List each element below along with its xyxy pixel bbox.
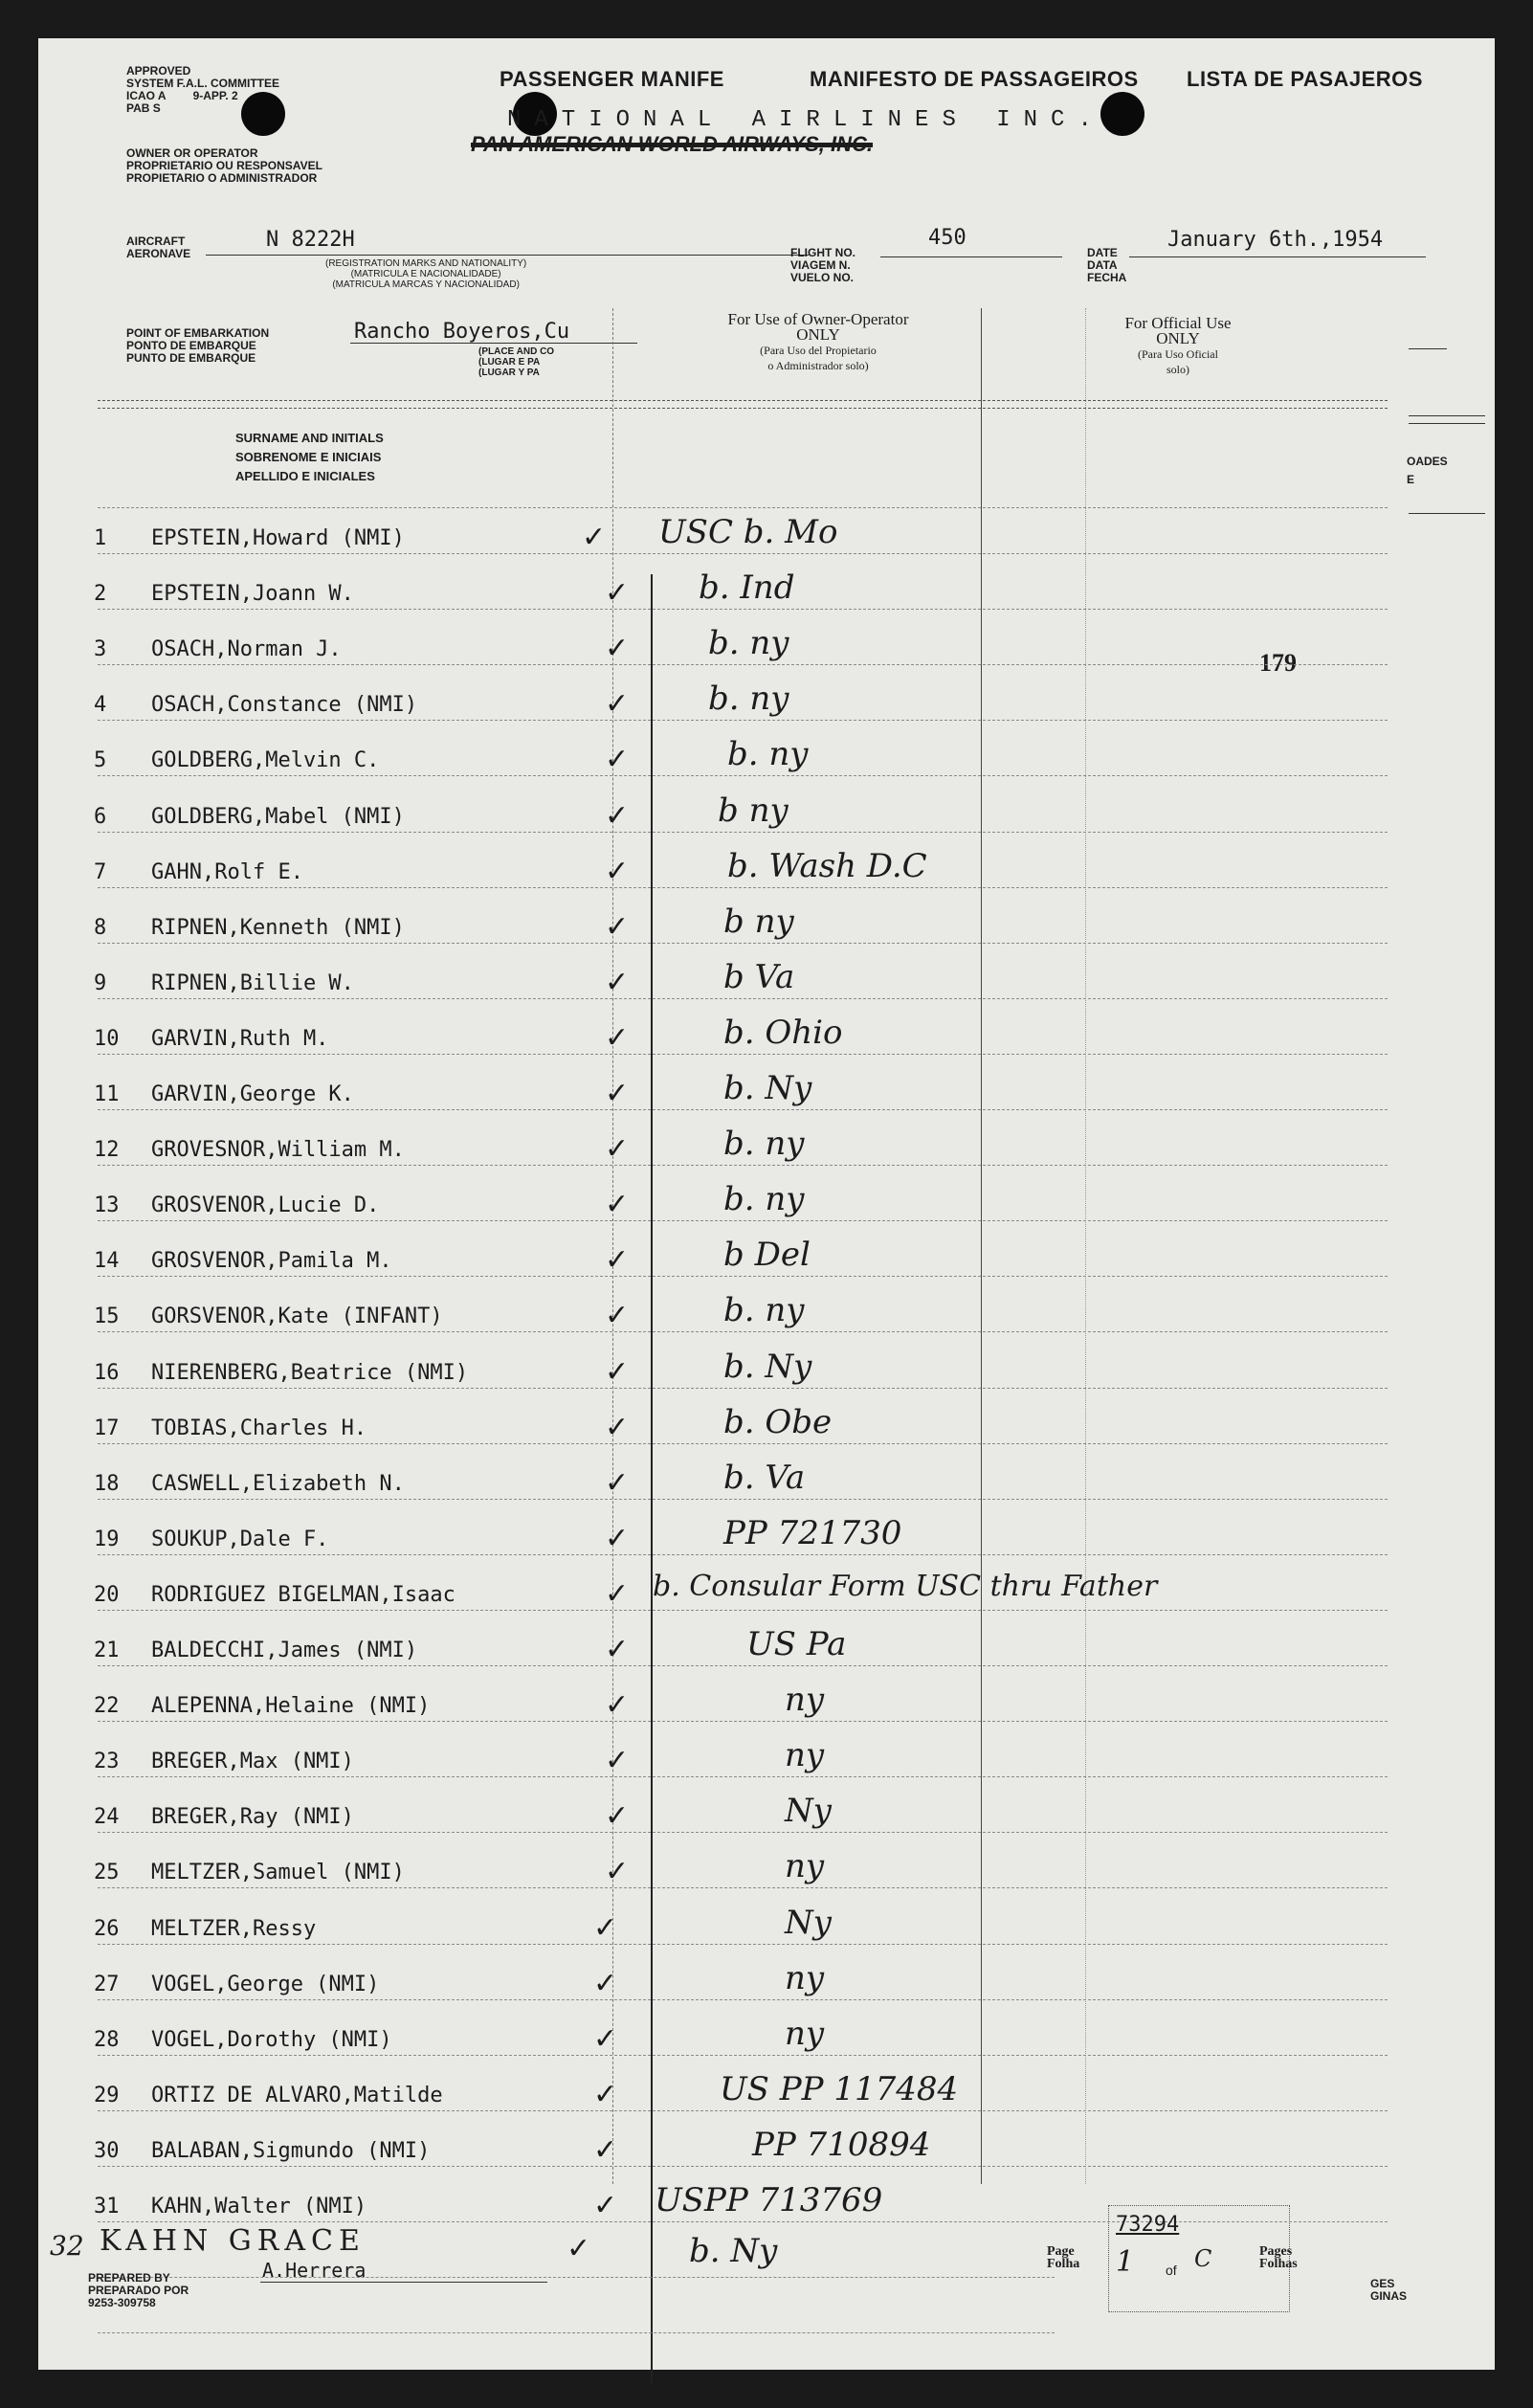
- handwritten-note: Ny: [785, 1904, 832, 1942]
- handwritten-note: b. ny: [723, 1291, 805, 1329]
- airline-struck: PAN AMERICAN WORLD AIRWAYS, INC.: [471, 132, 874, 156]
- check-mark: ✓: [605, 966, 630, 999]
- right-rule-4: [1409, 348, 1447, 349]
- approved-line2: SYSTEM F.A.L. COMMITTEE: [126, 77, 280, 90]
- passenger-name: RIPNEN,Kenneth (NMI): [151, 916, 405, 940]
- row-number: 30: [94, 2139, 120, 2163]
- row-rule: [98, 1109, 1388, 1110]
- check-mark: ✓: [593, 2078, 618, 2111]
- flight-value: 450: [928, 226, 966, 250]
- title-spanish: LISTA DE PASAJEROS: [1187, 67, 1423, 91]
- date-label: [1087, 247, 1126, 284]
- check-mark: ✓: [605, 1855, 630, 1888]
- date-label3: FECHA: [1087, 271, 1127, 284]
- handwritten-note: b. Wash D.C: [727, 847, 927, 885]
- row-rule: [98, 1944, 1388, 1945]
- passenger-name: VOGEL,Dorothy (NMI): [151, 2028, 392, 2052]
- prepared-underline: [260, 2282, 547, 2283]
- handwritten-note: US Pa: [746, 1625, 847, 1663]
- row-rule: [98, 1499, 1388, 1500]
- handwritten-note: b ny: [723, 903, 794, 941]
- row-rule: [98, 1276, 1388, 1277]
- column-header-line1: SURNAME AND INITIALS: [235, 431, 384, 445]
- handwritten-note: ny: [785, 2015, 825, 2053]
- check-mark: ✓: [605, 1466, 630, 1500]
- row-number: 16: [94, 1361, 120, 1385]
- row-number: 5: [94, 748, 107, 772]
- row32-note: b. Ny: [689, 2232, 778, 2270]
- check-mark: ✓: [605, 1522, 630, 1555]
- handwritten-note: b Va: [723, 958, 795, 996]
- pages-label: [1259, 2245, 1298, 2270]
- owner-line1: OWNER OR OPERATOR: [126, 146, 258, 160]
- official-use-line1: For Official Use: [1124, 314, 1232, 332]
- passenger-name: GARVIN,George K.: [151, 1082, 354, 1106]
- passenger-name: GARVIN,Ruth M.: [151, 1027, 329, 1051]
- check-mark: ✓: [605, 799, 630, 833]
- aircraft-label: [126, 235, 190, 260]
- aircraft-sub3: (MATRICULA MARCAS Y NACIONALIDAD): [332, 279, 520, 290]
- row-rule: [98, 553, 1388, 554]
- owner-use-header: [641, 312, 995, 373]
- passenger-name: BREGER,Ray (NMI): [151, 1805, 354, 1829]
- row-number: 10: [94, 1027, 120, 1051]
- row-rule: [98, 2332, 1055, 2333]
- row-number: 28: [94, 2028, 120, 2052]
- handwritten-note: US PP 117484: [720, 2070, 959, 2108]
- row-rule: [98, 507, 1388, 508]
- embark-sub3: (LUGAR Y PA: [478, 368, 540, 378]
- passenger-name: CASWELL,Elizabeth N.: [151, 1472, 405, 1496]
- row-rule: [98, 1721, 1388, 1722]
- passenger-name: MELTZER,Samuel (NMI): [151, 1861, 405, 1884]
- flight-label3: VUELO NO.: [790, 271, 855, 284]
- passenger-name: GROSVENOR,Lucie D.: [151, 1193, 380, 1217]
- right-edge-ginas-text: GINAS: [1370, 2289, 1408, 2303]
- handwritten-note: b. ny: [708, 624, 789, 662]
- official-use-line2: ONLY: [1156, 329, 1200, 347]
- handwritten-note: b. Consular Form USC thru Father: [653, 1570, 1158, 1603]
- aircraft-label1: AIRCRAFT: [126, 234, 186, 248]
- handwritten-note: b. ny: [723, 1180, 805, 1218]
- row-number: 27: [94, 1973, 120, 1996]
- handwritten-note: ny: [785, 1681, 825, 1719]
- handwritten-note: Ny: [785, 1792, 832, 1830]
- row-rule: [98, 1776, 1388, 1777]
- row-rule: [98, 1554, 1388, 1555]
- passenger-name: SOUKUP,Dale F.: [151, 1527, 329, 1551]
- official-column-right-line: [1085, 308, 1086, 2184]
- right-edge-e-text: E: [1407, 473, 1415, 486]
- flight-label1: FLIGHT NO.: [790, 246, 855, 259]
- passenger-name: GOLDBERG,Mabel (NMI): [151, 805, 405, 829]
- check-mark: ✓: [593, 2022, 618, 2056]
- check-mark: ✓: [605, 1299, 630, 1332]
- row-number: 17: [94, 1416, 120, 1440]
- check-mark: ✓: [605, 910, 630, 944]
- right-edge-ades: [1407, 456, 1448, 486]
- passenger-name: RODRIGUEZ BIGELMAN,Isaac: [151, 1583, 455, 1607]
- check-mark: ✓: [593, 1911, 618, 1945]
- aircraft-sub1: (REGISTRATION MARKS AND NATIONALITY): [325, 258, 527, 269]
- page-label3: Pages: [1259, 2244, 1293, 2259]
- page-total: C: [1194, 2245, 1212, 2272]
- right-edge-ges: [1370, 2278, 1407, 2303]
- row32-check: ✓: [567, 2232, 591, 2265]
- row-rule: [98, 720, 1388, 721]
- check-mark: ✓: [605, 1188, 630, 1221]
- date-underline: [1129, 256, 1426, 257]
- passenger-name: EPSTEIN,Howard (NMI): [151, 526, 405, 550]
- row-number: 31: [94, 2195, 120, 2218]
- handwritten-note: b. Ny: [723, 1069, 812, 1107]
- check-mark: ✓: [605, 1077, 630, 1110]
- row-number: 13: [94, 1193, 120, 1217]
- embark-label: [126, 327, 269, 365]
- passenger-name: MELTZER,Ressy: [151, 1917, 317, 1941]
- page-label4: Folhas: [1259, 2257, 1298, 2271]
- official-use-line3: (Para Uso Oficial: [1138, 347, 1218, 361]
- row-number: 2: [94, 582, 107, 606]
- check-mark: ✓: [605, 1633, 630, 1666]
- row-rule: [98, 1887, 1388, 1888]
- passenger-name: BALABAN,Sigmundo (NMI): [151, 2139, 431, 2163]
- row-rule: [98, 2166, 1388, 2167]
- passenger-name: GOLDBERG,Melvin C.: [151, 748, 380, 772]
- row-rule: [98, 998, 1388, 999]
- passenger-name: KAHN,Walter (NMI): [151, 2195, 367, 2218]
- owner-use-line2: ONLY: [796, 325, 840, 344]
- embark-label1: POINT OF EMBARKATION: [126, 326, 270, 340]
- owner-use-line4: o Administrador solo): [767, 359, 869, 372]
- handwritten-note: b. ny: [708, 680, 789, 718]
- aircraft-underline: [206, 255, 809, 256]
- handwritten-note: b. ny: [727, 735, 809, 773]
- official-use-header: [1078, 316, 1278, 377]
- row-number: 1: [94, 526, 107, 550]
- passenger-name: NIERENBERG,Beatrice (NMI): [151, 1361, 469, 1385]
- flight-label: [790, 247, 855, 284]
- title-portuguese: MANIFESTO DE PASSAGEIROS: [810, 67, 1139, 91]
- approved-line3: ICAO A: [126, 89, 167, 102]
- row-number: 24: [94, 1805, 120, 1829]
- column-header-line2: SOBRENOME E INICIAIS: [235, 450, 382, 464]
- check-mark: ✓: [605, 1411, 630, 1444]
- row-number: 8: [94, 916, 107, 940]
- box-number: 73294: [1116, 2213, 1180, 2237]
- handwritten-note: b ny: [718, 792, 789, 830]
- handwritten-note: b. Ohio: [723, 1014, 843, 1052]
- embark-label3: PUNTO DE EMBARQUE: [126, 351, 256, 365]
- check-mark: ✓: [605, 576, 630, 610]
- row-number: 9: [94, 971, 107, 995]
- official-use-line4: solo): [1166, 363, 1189, 376]
- header-rule-bottom: [98, 408, 1388, 409]
- manifest-sheet: [38, 38, 1495, 2370]
- handwritten-note: b. Ny: [723, 1348, 812, 1386]
- date-value: January 6th.,1954: [1167, 228, 1384, 252]
- right-edge-ades-text: OADES: [1407, 455, 1448, 468]
- handwritten-note: b. ny: [723, 1125, 805, 1163]
- row-rule: [98, 1832, 1388, 1833]
- page-of: of: [1166, 2263, 1177, 2278]
- handwritten-note: ny: [785, 1847, 825, 1885]
- page-value: 1: [1116, 2245, 1135, 2279]
- approved-line1: APPROVED: [126, 64, 191, 78]
- passenger-name: GORSVENOR,Kate (INFANT): [151, 1304, 443, 1328]
- embark-underline: [350, 343, 637, 344]
- right-rule-2: [1409, 423, 1485, 424]
- prepared-value: A.Herrera: [262, 2259, 367, 2282]
- right-rule-1: [1409, 415, 1485, 416]
- passenger-name: EPSTEIN,Joann W.: [151, 582, 354, 606]
- aircraft-sub: [325, 258, 526, 290]
- handwritten-note: USPP 713769: [655, 2181, 883, 2219]
- row32-number: 32: [50, 2230, 84, 2262]
- row-number: 20: [94, 1583, 120, 1607]
- row-number: 18: [94, 1472, 120, 1496]
- row-number: 15: [94, 1304, 120, 1328]
- handwritten-note: b. Ind: [699, 569, 795, 607]
- handwritten-note: b. Obe: [723, 1403, 833, 1441]
- owner-line2: PROPRIETARIO OU RESPONSAVEL: [126, 159, 322, 172]
- check-mark: ✓: [582, 521, 607, 554]
- approved-block: [126, 65, 279, 115]
- embark-label2: PONTO DE EMBARQUE: [126, 339, 256, 352]
- check-mark: ✓: [605, 1688, 630, 1722]
- column-header-line3: APELLIDO E INICIALES: [235, 469, 375, 483]
- passenger-name: BREGER,Max (NMI): [151, 1750, 354, 1773]
- flight-label2: VIAGEM N.: [790, 258, 851, 272]
- flight-underline: [880, 256, 1062, 257]
- row-number: 3: [94, 637, 107, 661]
- passenger-name: OSACH,Constance (NMI): [151, 693, 418, 717]
- owner-block: [126, 147, 322, 185]
- title-english: PASSENGER MANIFE: [500, 67, 724, 91]
- right-rule-3: [1409, 513, 1485, 514]
- passenger-name: VOGEL,George (NMI): [151, 1973, 380, 1996]
- handwritten-note: b Del: [723, 1236, 811, 1274]
- prepared-line2: PREPARADO POR: [88, 2284, 189, 2297]
- check-mark: ✓: [605, 687, 630, 721]
- row-number: 4: [94, 693, 107, 717]
- stamp-number: 179: [1259, 649, 1297, 677]
- check-mark: ✓: [605, 1243, 630, 1277]
- row-rule: [98, 1331, 1388, 1332]
- handwritten-note: PP 710894: [752, 2126, 931, 2164]
- check-mark: ✓: [605, 1021, 630, 1055]
- right-edge-ges-text: GES: [1370, 2277, 1395, 2290]
- row-rule: [98, 1999, 1388, 2000]
- check-mark: ✓: [605, 743, 630, 776]
- check-mark: ✓: [605, 632, 630, 665]
- page-label1: Page: [1047, 2244, 1075, 2259]
- row-rule: [98, 1443, 1388, 1444]
- passenger-name: ALEPENNA,Helaine (NMI): [151, 1694, 431, 1718]
- passenger-name: RIPNEN,Billie W.: [151, 971, 354, 995]
- check-mark: ✓: [605, 1744, 630, 1777]
- aircraft-sub2: (MATRICULA E NACIONALIDADE): [350, 269, 501, 279]
- handwritten-note: ny: [785, 1736, 825, 1774]
- row-number: 23: [94, 1750, 120, 1773]
- passenger-name: ORTIZ DE ALVARO,Matilde: [151, 2084, 443, 2107]
- check-mark: ✓: [593, 1967, 618, 2000]
- owner-use-line3: (Para Uso del Propietario: [760, 344, 877, 357]
- row-rule: [98, 1054, 1388, 1055]
- row-rule: [98, 1610, 1388, 1611]
- airline-typed: NATIONAL AIRLINES INC.: [507, 107, 1105, 133]
- aircraft-label2: AERONAVE: [126, 247, 191, 260]
- check-mark: ✓: [605, 1132, 630, 1166]
- row-rule: [98, 832, 1388, 833]
- owner-use-line1: For Use of Owner-Operator: [727, 310, 909, 328]
- row-number: 22: [94, 1694, 120, 1718]
- row-rule: [98, 609, 1388, 610]
- page-label2: Folha: [1047, 2257, 1080, 2271]
- check-mark: ✓: [605, 1799, 630, 1833]
- aircraft-value: N 8222H: [266, 228, 355, 252]
- row-number: 25: [94, 1861, 120, 1884]
- row-rule: [98, 1220, 1388, 1221]
- passenger-name: OSACH,Norman J.: [151, 637, 342, 661]
- row-number: 29: [94, 2084, 120, 2107]
- check-mark: ✓: [593, 2133, 618, 2167]
- embark-sub1: (PLACE AND CO: [478, 346, 555, 357]
- row-rule: [98, 775, 1388, 776]
- row-rule: [98, 1165, 1388, 1166]
- check-mark: ✓: [593, 2189, 618, 2222]
- owner-column-right-line: [981, 308, 982, 2184]
- column-header-name: [235, 429, 384, 486]
- row-rule: [98, 2277, 1055, 2278]
- passenger-name: TOBIAS,Charles H.: [151, 1416, 367, 1440]
- check-mark: ✓: [605, 1355, 630, 1389]
- check-mark: ✓: [605, 855, 630, 888]
- row-number: 7: [94, 860, 107, 884]
- row-number: 26: [94, 1917, 120, 1941]
- row-number: 19: [94, 1527, 120, 1551]
- row-number: 6: [94, 805, 107, 829]
- row32-name: KAHN GRACE: [100, 2224, 366, 2258]
- check-mark: ✓: [605, 1577, 630, 1611]
- handwritten-note: USC b. Mo: [658, 513, 838, 551]
- passenger-name: GROVESNOR,William M.: [151, 1138, 405, 1162]
- row-rule: [98, 1388, 1388, 1389]
- passenger-name: GAHN,Rolf E.: [151, 860, 303, 884]
- prepared-block: [88, 2272, 189, 2309]
- date-label2: DATA: [1087, 258, 1118, 272]
- prepared-line1: PREPARED BY: [88, 2271, 170, 2285]
- handwritten-note: b. Va: [723, 1459, 806, 1497]
- row-number: 12: [94, 1138, 120, 1162]
- header-rule-top: [98, 400, 1388, 401]
- row-number: 14: [94, 1249, 120, 1273]
- row-rule: [98, 664, 1388, 665]
- handwritten-note: PP 721730: [723, 1514, 902, 1552]
- approved-line4: PAB S: [126, 101, 161, 115]
- date-label1: DATE: [1087, 246, 1118, 259]
- embark-sub: [478, 346, 554, 378]
- passenger-name: BALDECCHI,James (NMI): [151, 1639, 418, 1662]
- handwritten-bracket-line: [651, 574, 653, 2383]
- owner-line3: PROPIETARIO O ADMINISTRADOR: [126, 171, 318, 185]
- embark-value: Rancho Boyeros,Cu: [354, 320, 570, 344]
- embark-sub2: (LUGAR E PA: [478, 357, 541, 368]
- row-number: 11: [94, 1082, 120, 1106]
- row-rule: [98, 887, 1388, 888]
- row-number: 21: [94, 1639, 120, 1662]
- row-rule: [98, 943, 1388, 944]
- prepared-line3: 9253-309758: [88, 2296, 156, 2309]
- page-label: [1047, 2245, 1079, 2270]
- row-rule: [98, 1665, 1388, 1666]
- row-rule: [98, 2110, 1388, 2111]
- punch-hole-right: [1100, 92, 1144, 136]
- handwritten-note: ny: [785, 1959, 825, 1997]
- passenger-name: GROSVENOR,Pamila M.: [151, 1249, 392, 1273]
- row-rule: [98, 2055, 1388, 2056]
- approved-line3b: 9-APP. 2: [192, 89, 238, 102]
